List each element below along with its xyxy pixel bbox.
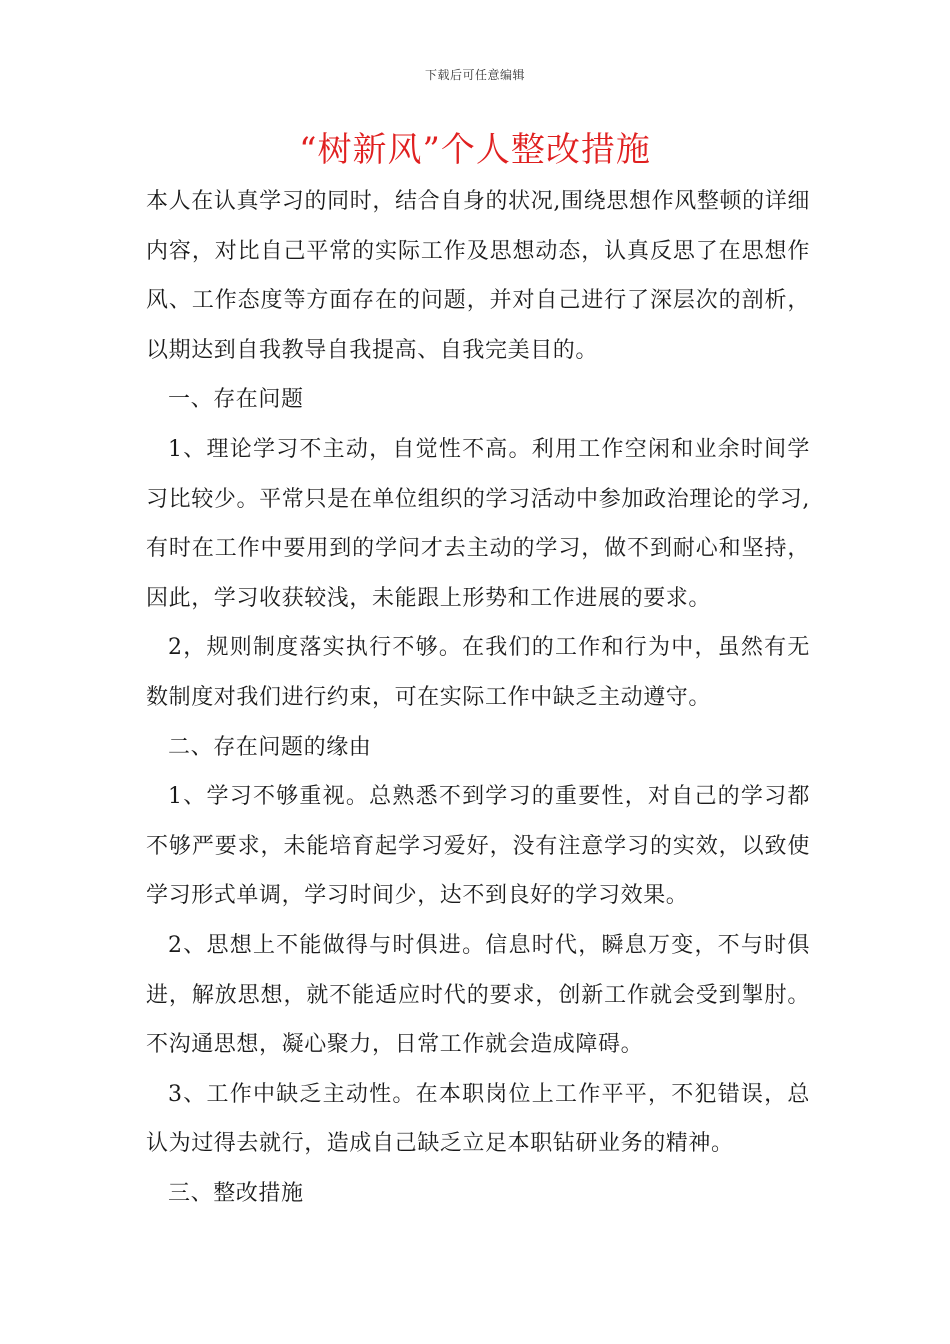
paragraph-problem-2: 2，规则制度落实执行不够。在我们的工作和行为中，虽然有无数制度对我们进行约束，可在实际工作中缺乏主动遵守。 (146, 635, 810, 710)
paragraph-intro: 本人在认真学习的同时，结合自身的状况,围绕思想作风整顿的详细内容，对比自己平常的实际工作及思想动态，认真反思了在思想作风、工作态度等方面存在的问题，并对自己进行了深层次的剖析，以期达到自我教导自我提高、自我完美目的。 (146, 189, 810, 363)
section-heading-problems: 一、存在问题 (168, 387, 304, 413)
paragraph-cause-3: 3、工作中缺乏主动性。在本职岗位上工作平平，不犯错误，总认为过得去就行，造成自己缺乏立足本职钻研业务的精神。 (146, 1081, 810, 1157)
section-heading-causes: 二、存在问题的缘由 (168, 734, 372, 760)
document-body (146, 177, 810, 1218)
header-note: 下载后可任意编辑 (424, 68, 525, 82)
paragraph-cause-1: 1、学习不够重视。总熟悉不到学习的重要性，对自己的学习都不够严要求，未能培育起学习爱好，没有注意学习的实效，以致使学习形式单调，学习时间少，达不到良好的学习效果。 (146, 784, 810, 909)
paragraph-cause-2: 2、思想上不能做得与时俱进。信息时代，瞬息万变，不与时俱进，解放思想，就不能适应时代的要求，创新工作就会受到掣肘。不沟通思想，凝心聚力，日常工作就会造成障碍。 (146, 932, 810, 1058)
section-heading-measures: 三、整改措施 (168, 1180, 304, 1206)
document-title: “树新风”个人整改措施 (299, 130, 651, 170)
paragraph-problem-1: 1、理论学习不主动，自觉性不高。利用工作空闲和业余时间学习比较少。平常只是在单位组织的学习活动中参加政治理论的学习,有时在工作中要用到的学问才去主动的学习，做不到耐心和坚持，因此，学习收获较浅，未能跟上形势和工作进展的要求。 (146, 436, 810, 611)
